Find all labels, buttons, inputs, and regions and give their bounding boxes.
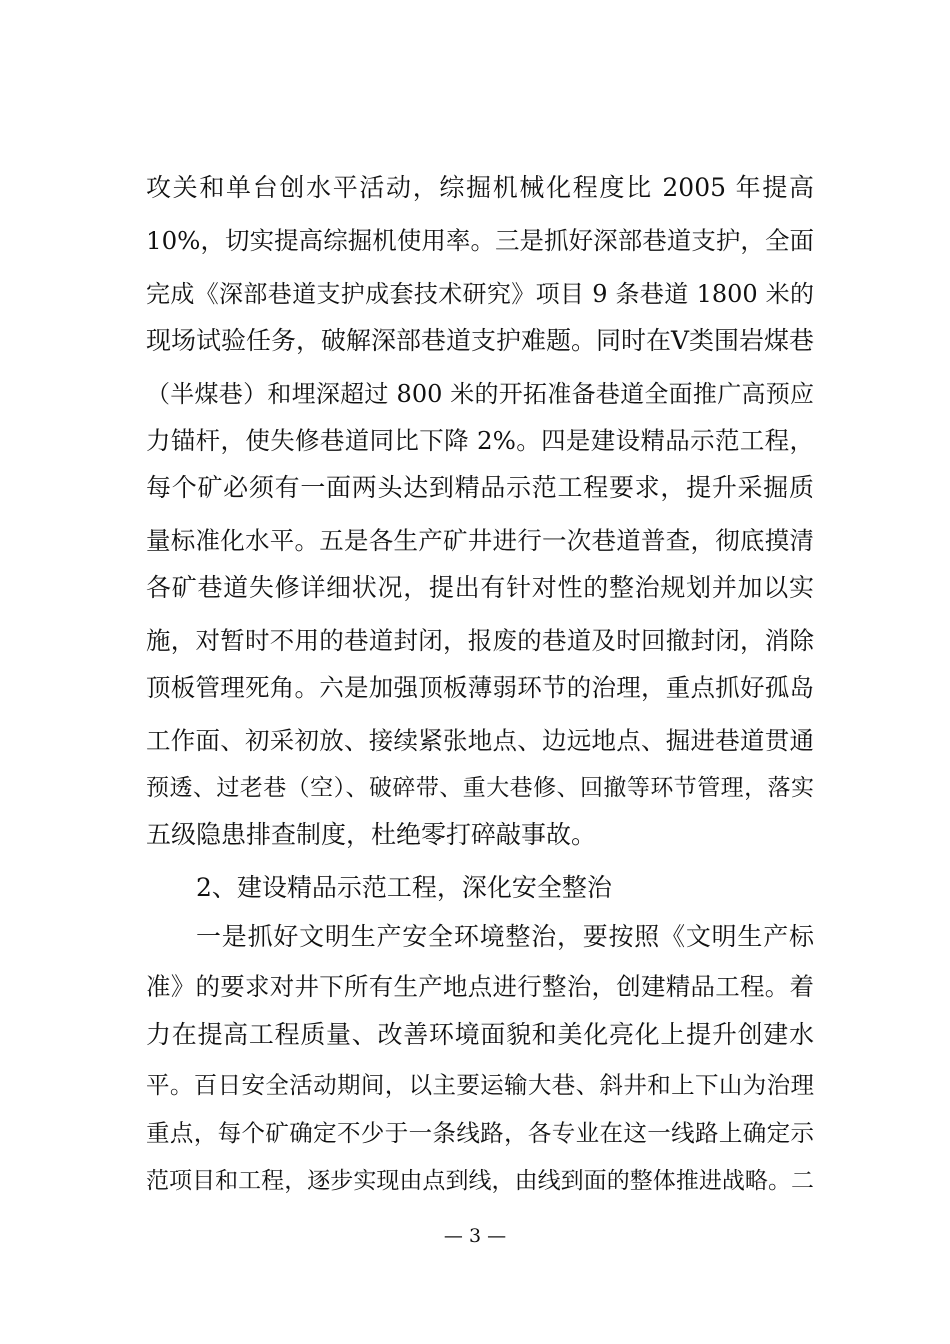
body-text-line: 力锚杆，使失修巷道同比下降 2%。四是建设精品示范工程， — [146, 426, 814, 455]
body-text-line: 现场试验任务，破解深部巷道支护难题。同时在Ⅴ类围岩煤巷 — [146, 326, 815, 355]
section-text-line: 准》的要求对井下所有生产地点进行整治，创建精品工程。着 — [146, 972, 814, 1001]
section-text-line: 一是抓好文明生产安全环境整治，要按照《文明生产标 — [196, 922, 814, 951]
body-text-line: （半煤巷）和埋深超过 800 米的开拓准备巷道全面推广高预应 — [146, 380, 814, 408]
body-text-line: 完成《深部巷道支护成套技术研究》项目 9 条巷道 1800 米的 — [146, 280, 814, 308]
body-text-line: 各矿巷道失修详细状况，提出有针对性的整治规划并加以实 — [146, 573, 814, 602]
body-text-line: 顶板管理死角。六是加强顶板薄弱环节的治理，重点抓好孤岛 — [146, 673, 814, 702]
body-text-line: 施，对暂时不用的巷道封闭，报废的巷道及时回撤封闭，消除 — [146, 626, 814, 655]
body-text-line: 每个矿必须有一面两头达到精品示范工程要求，提升采掘质 — [146, 473, 814, 502]
body-text-line: 攻关和单台创水平活动，综掘机械化程度比 2005 年提高 — [146, 173, 814, 202]
section-text-line: 范项目和工程，逐步实现由点到线，由线到面的整体推进战略。二 — [146, 1168, 814, 1194]
page-number: — 3 — — [443, 1225, 507, 1247]
section-text-line: 平。百日安全活动期间，以主要运输大巷、斜井和上下山为治理 — [146, 1071, 814, 1099]
section-text-line: 重点，每个矿确定不少于一条线路，各专业在这一线路上确定示 — [146, 1119, 814, 1147]
section-heading: 2、建设精品示范工程，深化安全整治 — [196, 873, 612, 902]
body-text-line: 工作面、初采初放、接续紧张地点、边远地点、掘进巷道贯通 — [146, 726, 814, 755]
body-text-line: 10%，切实提高综掘机使用率。三是抓好深部巷道支护，全面 — [146, 226, 814, 255]
body-text-line: 量标准化水平。五是各生产矿井进行一次巷道普查，彻底摸清 — [146, 526, 814, 555]
body-text-line: 五级隐患排查制度，杜绝零打碎敲事故。 — [146, 820, 597, 849]
section-text-line: 力在提高工程质量、改善环境面貌和美化亮化上提升创建水 — [146, 1020, 814, 1049]
body-text-line: 预透、过老巷（空）、破碎带、重大巷修、回撤等环节管理，落实 — [146, 775, 814, 801]
